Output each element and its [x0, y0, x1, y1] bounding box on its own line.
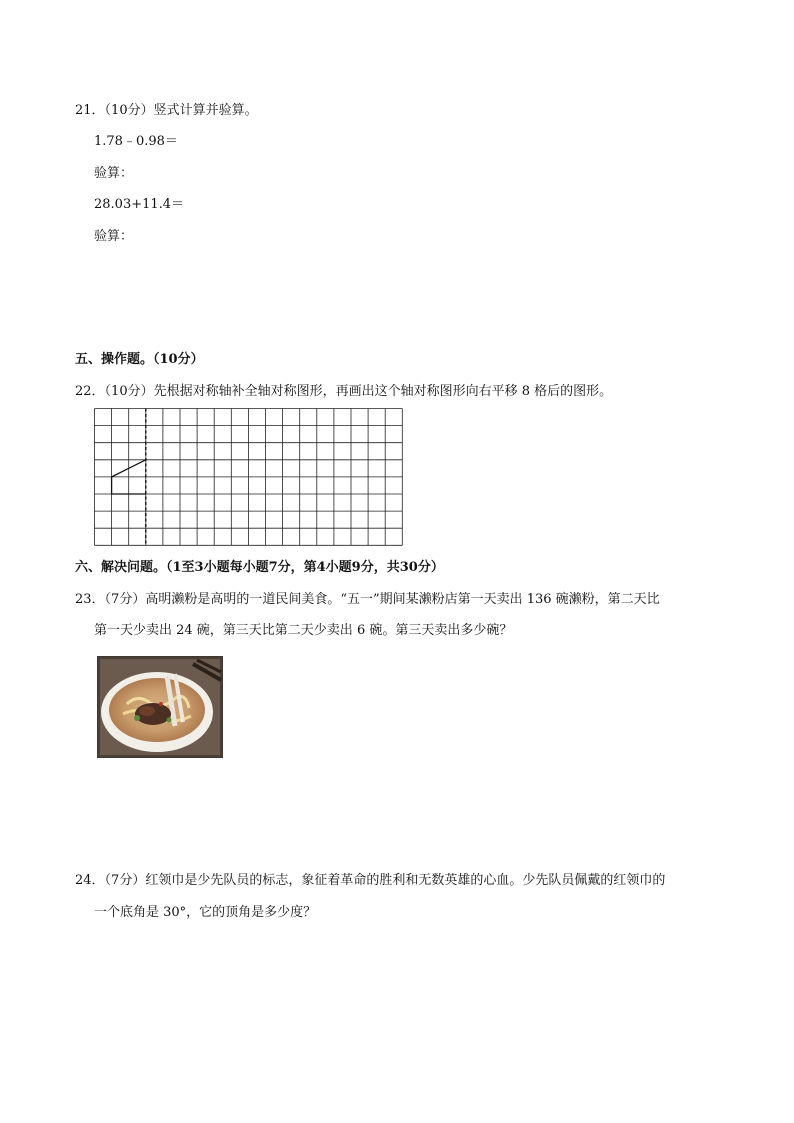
q21-check-label-2: 验算：: [94, 229, 134, 244]
q21-title: 21．（10分）竖式计算并验算。: [75, 103, 258, 118]
q24-line-2: 一个底角是 30°，它的顶角是多少度？: [94, 905, 317, 920]
section5-heading: 五、操作题。（10分）: [75, 352, 204, 367]
q21-expression-1: 1.78﹣0.98＝: [94, 134, 178, 149]
q24-line-1: 24．（7分）红领巾是少先队员的标志，象征着革命的胜利和无数英雄的心血。少先队员佩戴的红领巾的: [75, 873, 666, 888]
symmetry-grid: [94, 408, 404, 552]
symmetry-grid-svg: [94, 408, 404, 548]
noodle-bowl-photo: [97, 656, 223, 758]
q21-expression-2: 28.03+11.4＝: [94, 197, 185, 212]
section6-heading: 六、解决问题。（1至3小题每小题7分，第4小题9分，共30分）: [75, 560, 444, 575]
q23-line-1: 23．（7分）高明濑粉是高明的一道民间美食。“五一”期间某濑粉店第一天卖出 136 碗濑粉，第二天比: [75, 592, 660, 607]
q22-title: 22．（10分）先根据对称轴补全轴对称图形，再画出这个轴对称图形向右平移 8 格后的图形。: [75, 384, 613, 399]
q23-line-2: 第一天少卖出 24 碗，第三天比第二天少卖出 6 碗。第三天卖出多少碗？: [94, 623, 513, 638]
q21-check-label-1: 验算：: [94, 166, 134, 181]
